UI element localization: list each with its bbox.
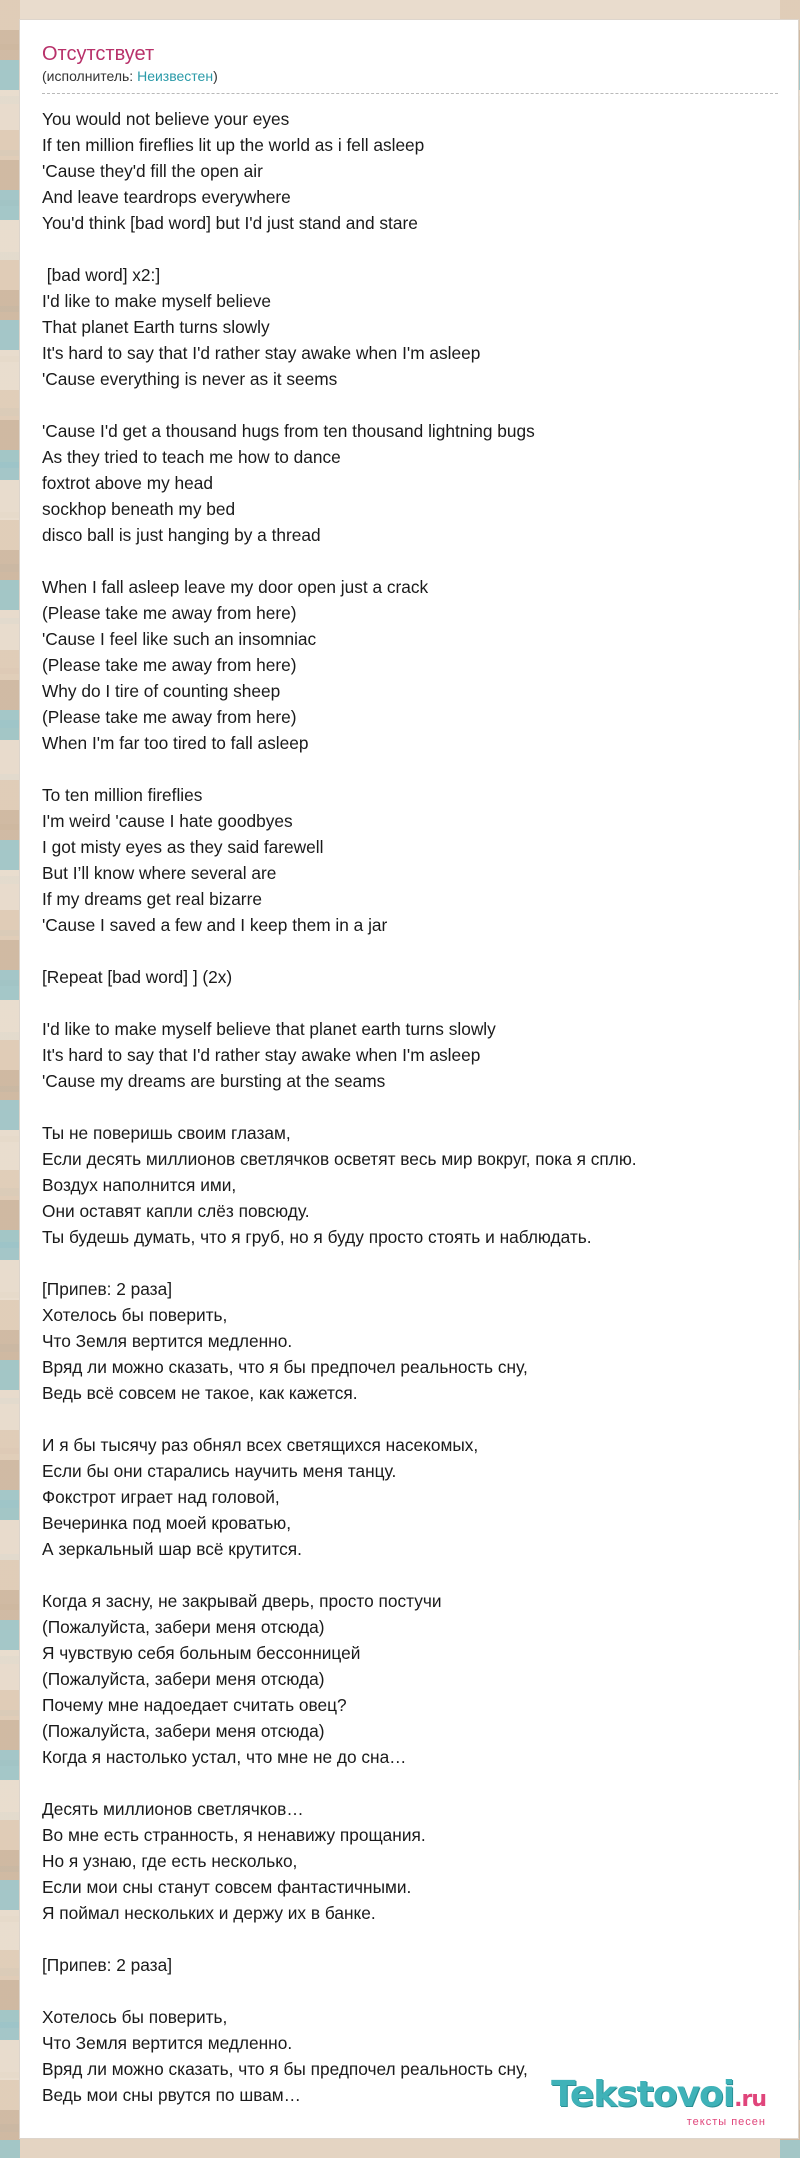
lyric-line: disco ball is just hanging by a thread [42, 525, 321, 545]
lyric-line: I'd like to make myself believe [42, 291, 272, 311]
lyric-line: Они оставят капли слёз повсюду. [42, 1201, 310, 1221]
lyric-line: That planet Earth turns slowly [42, 317, 270, 337]
lyric-line: When I fall asleep leave my door open just a crack [42, 577, 429, 597]
lyric-line: Вечеринка под моей кроватью, [42, 1513, 292, 1533]
stanza-break [42, 1406, 782, 1432]
lyric-line: Когда я засну, не закрывай дверь, просто постучи [42, 1591, 442, 1611]
stanza-break [42, 1978, 782, 2004]
stanza-break [42, 938, 782, 964]
lyric-line: 'Cause I feel like such an insomniac [42, 629, 317, 649]
lyric-line: Я чувствую себя больным бессонницей [42, 1643, 361, 1663]
lyric-line: 'Cause I saved a few and I keep them in a jar [42, 915, 388, 935]
stanza-break [42, 1094, 782, 1120]
lyric-line: You'd think [bad word] but I'd just stand and stare [42, 213, 418, 233]
lyrics-text [42, 106, 782, 2108]
logo-wordmark [551, 2074, 766, 2118]
lyric-line: Десять миллионов светлячков… [42, 1799, 304, 1819]
artist-prefix: (исполнитель: [42, 68, 138, 84]
lyric-line: Why do I tire of counting sheep [42, 681, 281, 701]
lyric-line: 'Cause my dreams are bursting at the seams [42, 1071, 386, 1091]
lyric-line: [Припев: 2 раза] [42, 1955, 173, 1975]
lyric-line: 'Cause they'd fill the open air [42, 161, 263, 181]
lyric-line: Ведь всё совсем не такое, как кажется. [42, 1383, 358, 1403]
lyric-line: Ты будешь думать, что я груб, но я буду просто стоять и наблюдать. [42, 1227, 592, 1247]
lyric-line: sockhop beneath my bed [42, 499, 236, 519]
lyric-line: (Пожалуйста, забери меня отсюда) [42, 1669, 325, 1689]
lyric-line: foxtrot above my head [42, 473, 213, 493]
lyric-line: (Please take me away from here) [42, 655, 297, 675]
lyric-line: 'Cause I'd get a thousand hugs from ten thousand lightning bugs [42, 421, 535, 441]
song-title: Отсутствует [42, 43, 155, 65]
lyric-line: И я бы тысячу раз обнял всех светящихся насекомых, [42, 1435, 479, 1455]
lyric-line: Если бы они старались научить меня танцу. [42, 1461, 397, 1481]
stanza-break [42, 236, 782, 262]
lyric-line: (Please take me away from here) [42, 707, 297, 727]
lyric-line: If ten million fireflies lit up the world as i fell asleep [42, 135, 425, 155]
lyric-line: Ты не поверишь своим глазам, [42, 1123, 291, 1143]
lyric-line: But I’ll know where several are [42, 863, 277, 883]
lyric-line: As they tried to teach me how to dance [42, 447, 341, 467]
song-header [42, 42, 782, 85]
lyric-line: Фокстрот играет над головой, [42, 1487, 280, 1507]
logo-name: Tekstovoi [551, 2074, 735, 2115]
lyric-line: 'Cause everything is never as it seems [42, 369, 338, 389]
lyric-line: Воздух наполнится ими, [42, 1175, 237, 1195]
lyric-line: Если десять миллионов светлячков осветят весь мир вокруг, пока я сплю. [42, 1149, 637, 1169]
stanza-break [42, 1250, 782, 1276]
stanza-break [42, 1926, 782, 1952]
lyric-line: [bad word] x2:] [42, 265, 161, 285]
stanza-break [42, 1770, 782, 1796]
lyric-line: When I'm far too tired to fall asleep [42, 733, 309, 753]
stanza-break [42, 990, 782, 1016]
lyric-line: Хотелось бы поверить, [42, 2007, 228, 2027]
stanza-break [42, 392, 782, 418]
logo-tld: .ru [734, 2087, 766, 2112]
lyric-line: It's hard to say that I'd rather stay awake when I'm asleep [42, 1045, 481, 1065]
lyric-line: (Please take me away from here) [42, 603, 297, 623]
lyric-line: Хотелось бы поверить, [42, 1305, 228, 1325]
lyrics-card [20, 20, 798, 2138]
background-stripes-left [0, 0, 20, 2158]
lyric-line: Почему мне надоедает считать овец? [42, 1695, 347, 1715]
lyric-line: Ведь мои сны рвутся по швам… [42, 2085, 301, 2105]
lyric-line: Если мои сны станут совсем фантастичными. [42, 1877, 412, 1897]
artist-link[interactable]: Неизвестен [137, 68, 214, 84]
lyric-line: (Пожалуйста, забери меня отсюда) [42, 1721, 325, 1741]
lyric-line: (Пожалуйста, забери меня отсюда) [42, 1617, 325, 1637]
lyric-line: Что Земля вертится медленно. [42, 1331, 293, 1351]
lyric-line: I got misty eyes as they said farewell [42, 837, 324, 857]
artist-line [42, 68, 782, 85]
lyric-line: Но я узнаю, где есть несколько, [42, 1851, 298, 1871]
lyric-line: [Припев: 2 раза] [42, 1279, 173, 1299]
artist-suffix: ) [213, 68, 218, 84]
stanza-break [42, 548, 782, 574]
lyric-line: Я поймал нескольких и держу их в банке. [42, 1903, 376, 1923]
lyric-line: [Repeat [bad word] ] (2x) [42, 967, 233, 987]
logo-tagline: тексты песен [686, 2116, 766, 2128]
lyric-line: You would not believe your eyes [42, 109, 290, 129]
stanza-break [42, 756, 782, 782]
lyric-line: If my dreams get real bizarre [42, 889, 262, 909]
lyric-line: Вряд ли можно сказать, что я бы предпочел реальность сну, [42, 1357, 528, 1377]
lyric-line: I'd like to make myself believe that planet earth turns slowly [42, 1019, 496, 1039]
stanza-break [42, 1562, 782, 1588]
lyric-line: It's hard to say that I'd rather stay awake when I'm asleep [42, 343, 481, 363]
lyric-line: Во мне есть странность, я ненавижу прощания. [42, 1825, 426, 1845]
lyric-line: I'm weird 'cause I hate goodbyes [42, 811, 293, 831]
lyric-line: Когда я настолько устал, что мне не до сна… [42, 1747, 407, 1767]
lyric-line: А зеркальный шар всё крутится. [42, 1539, 302, 1559]
lyric-line: Что Земля вертится медленно. [42, 2033, 293, 2053]
header-divider [42, 93, 778, 94]
site-logo[interactable] [551, 2074, 766, 2128]
lyric-line: To ten million fireflies [42, 785, 203, 805]
lyric-line: And leave teardrops everywhere [42, 187, 291, 207]
lyric-line: Вряд ли можно сказать, что я бы предпочел реальность сну, [42, 2059, 528, 2079]
